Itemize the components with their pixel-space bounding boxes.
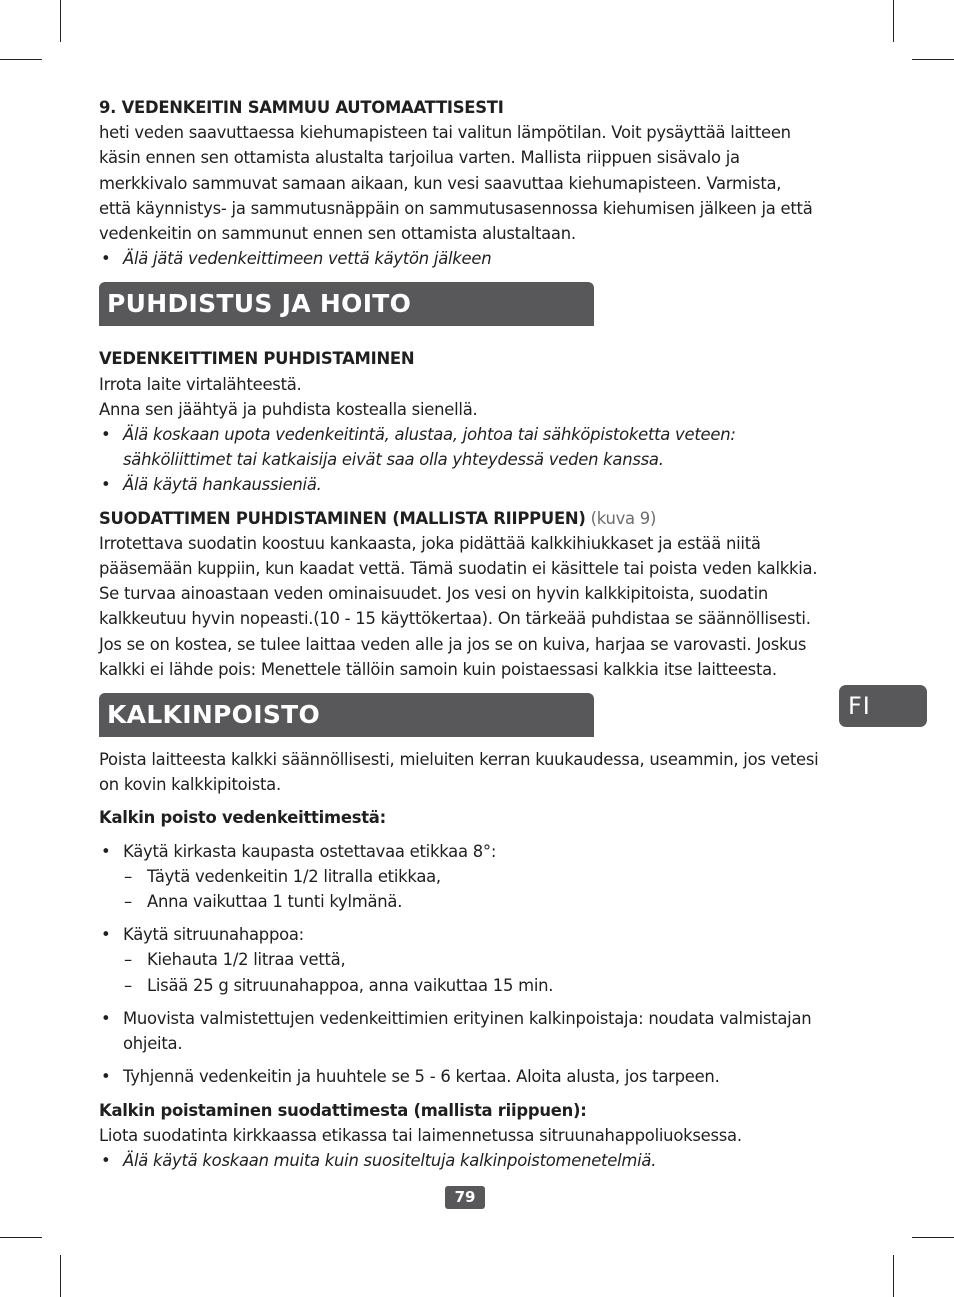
method-item-citric [99, 922, 839, 998]
crop-mark [912, 1237, 954, 1238]
auto-off-line: vedenkeitin on sammunut ennen sen ottamista alustaltaan. [99, 224, 576, 244]
method-item-vinegar [99, 839, 839, 915]
method-steps [123, 864, 839, 914]
crop-mark [60, 1255, 61, 1297]
step-item: – Anna vaikuttaa 1 tunti kylmänä. [123, 889, 839, 914]
auto-off-heading: 9. VEDENKEITIN SAMMUU AUTOMAATTISESTI [99, 98, 504, 117]
section-banner-descaling: KALKINPOISTO [99, 693, 594, 737]
kettle-cleaning-line: Irrota laite virtalähteestä. [99, 374, 302, 394]
auto-off-line: merkkivalo sammuvat samaan aikaan, kun vesi saavuttaa kiehumapisteen. Varmista, [99, 173, 782, 193]
language-tab: FI [839, 685, 927, 727]
crop-mark [893, 1255, 894, 1297]
filter-cleaning-line: kalkki ei lähde pois: Menettele tällöin samoin kuin poistaessasi kalkkia itse laitteesta. [99, 659, 777, 679]
filter-descaling-heading: Kalkin poistaminen suodattimesta (mallista riippuen): [99, 1100, 587, 1120]
step-item: – Kiehauta 1/2 litraa vettä, [123, 947, 839, 972]
kettle-cleaning-warnings [99, 422, 839, 498]
crop-mark [912, 59, 954, 60]
kettle-cleaning-line: Anna sen jäähtyä ja puhdista kostealla sienellä. [99, 399, 478, 419]
warning-item [99, 422, 839, 472]
filter-cleaning-line: Jos se on kostea, se tulee laittaa veden alle ja jos se on kuiva, harjaa se varovasti. Joskus [99, 634, 807, 654]
filter-cleaning-heading: SUODATTIMEN PUHDISTAMINEN (MALLISTA RIIPPUEN) [99, 508, 586, 528]
filter-cleaning-heading-row [99, 506, 839, 531]
crop-mark [893, 0, 894, 42]
descaling-intro-line: on kovin kalkkipitoista. [99, 775, 281, 795]
filter-descaling-text: Liota suodatinta kirkkaassa etikassa tai laimennetussa sitruunahappoliuoksessa. [99, 1125, 742, 1145]
page-number: 79 [445, 1186, 485, 1209]
auto-off-warnings [99, 246, 839, 271]
method-item-rinse: • Tyhjennä vedenkeitin ja huuhtele se 5 - 6 kertaa. Aloita alusta, jos tarpeen. [99, 1064, 839, 1089]
crop-mark [0, 1237, 42, 1238]
method-text: ohjeita. [123, 1034, 183, 1054]
auto-off-line: käsin ennen sen ottamista alustalta tarjoilua varten. Mallista riippuen sisävalo ja [99, 148, 740, 168]
crop-mark [60, 0, 61, 42]
auto-off-line: että käynnistys- ja sammutusnäppäin on sammutusasennossa kiehumisen jälkeen ja että [99, 198, 813, 218]
filter-cleaning-line: Irrotettava suodatin koostuu kankaasta, joka pidättää kalkkihiukkaset ja estää niitä [99, 533, 761, 553]
warning-item: • Älä käytä koskaan muita kuin suositeltuja kalkinpoistomenetelmiä. [99, 1148, 839, 1173]
descaling-subheading: Kalkin poisto vedenkeittimestä: [99, 808, 386, 828]
warning-line: Älä koskaan upota vedenkeitintä, alustaa, johtoa tai sähköpistoketta veteen: [123, 425, 736, 445]
filter-cleaning-line: kalkkeutuu hyvin nopeasti.(10 - 15 käyttökertaa). On tärkeää puhdistaa se säännöllisesti. [99, 609, 811, 629]
crop-mark [0, 59, 42, 60]
descaling-intro-line: Poista laitteesta kalkki säännöllisesti, mieluiten kerran kuukaudessa, useammin, jos vetesi [99, 750, 819, 770]
manual-page-content [99, 95, 839, 1173]
method-text: Käytä kirkasta kaupasta ostettavaa etikkaa 8°: [123, 841, 497, 861]
filter-descaling-warnings [99, 1148, 839, 1173]
filter-cleaning-line: pääsemään kuppiin, kun kaadat vettä. Tämä suodatin ei käsittele tai poista veden kalkkia. [99, 559, 818, 579]
warning-item: • Älä jätä vedenkeittimeen vettä käytön jälkeen [99, 246, 839, 271]
auto-off-line: heti veden saavuttaessa kiehumapisteen tai valitun lämpötilan. Voit pysäyttää laitteen [99, 123, 791, 143]
section-banner-cleaning: PUHDISTUS JA HOITO [99, 282, 594, 326]
figure-reference: (kuva 9) [590, 508, 657, 528]
kettle-cleaning-heading: VEDENKEITTIMEN PUHDISTAMINEN [99, 349, 415, 369]
method-text: Käytä sitruunahappoa: [123, 925, 304, 945]
descaling-methods [99, 839, 839, 1090]
filter-cleaning-line: Se turvaa ainoastaan veden ominaisuudet. Jos vesi on hyvin kalkkipitoista, suodatin [99, 584, 769, 604]
method-text: Muovista valmistettujen vedenkeittimien erityinen kalkinpoistaja: noudata valmistajan [123, 1008, 812, 1028]
warning-line: sähköliittimet tai katkaisija eivät saa olla yhteydessä veden kanssa. [123, 450, 664, 470]
method-item-descaler [99, 1006, 839, 1056]
step-item: – Lisää 25 g sitruunahappoa, anna vaikuttaa 15 min. [123, 973, 839, 998]
warning-item: • Älä käytä hankaussieniä. [99, 472, 839, 497]
step-item: – Täytä vedenkeitin 1/2 litralla etikkaa, [123, 864, 839, 889]
method-steps [123, 947, 839, 997]
